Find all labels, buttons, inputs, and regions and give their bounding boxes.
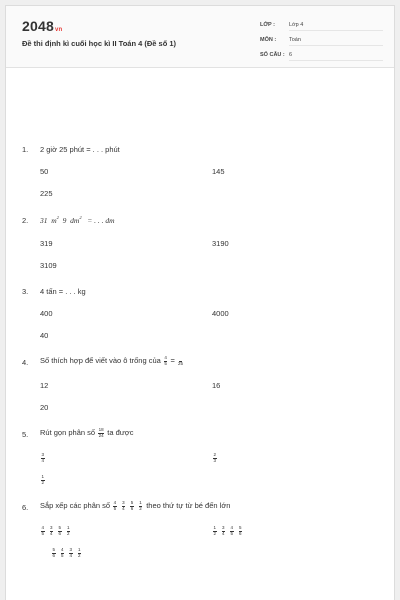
question-text: 2 giờ 25 phút = . . . phút bbox=[40, 145, 120, 154]
answer-option-b[interactable]: $\frac{2}{3}$ bbox=[213, 452, 217, 463]
logo-main: 2048 bbox=[22, 18, 54, 34]
class-value: Lớp 4 bbox=[289, 22, 383, 31]
class-label: LỚP : bbox=[260, 22, 275, 28]
answer-option-c[interactable]: 40 bbox=[40, 331, 49, 340]
question-number: 6. bbox=[22, 503, 29, 512]
answer-option-c[interactable]: 3109 bbox=[40, 261, 57, 270]
question-text: 4 tấn = . . . kg bbox=[40, 287, 86, 296]
answer-option-a[interactable]: 400 bbox=[40, 309, 53, 318]
logo-suffix: vn bbox=[54, 27, 63, 33]
site-logo[interactable] bbox=[22, 18, 62, 34]
question-text: Rút gọn phân số $\frac{18}{24}$ ta được bbox=[40, 427, 134, 438]
answer-option-c[interactable]: $\frac{5}{6}$ $\frac{4}{5}$ $\frac{3}{4}$ $\frac{1}{2}$ bbox=[52, 547, 81, 558]
question-text: Sắp xếp các phân số $\frac{4}{5}$ $\frac{3}{4}$ $\frac{5}{6}$ $\frac{1}{2}$ theo thứ tự từ bé đến lớn bbox=[40, 500, 231, 511]
question-number: 5. bbox=[22, 430, 29, 439]
fraction: $\frac{18}{24}$ bbox=[98, 427, 104, 438]
answer-option-c[interactable]: 225 bbox=[40, 189, 53, 198]
exam-header bbox=[6, 6, 394, 68]
fraction-rhs: 25 bbox=[178, 356, 183, 366]
answer-option-b[interactable]: 16 bbox=[212, 381, 221, 390]
answer-option-b[interactable]: 3190 bbox=[212, 239, 229, 248]
question-number: 3. bbox=[22, 287, 29, 296]
question-number: 2. bbox=[22, 216, 29, 225]
answer-option-a[interactable]: 12 bbox=[40, 381, 49, 390]
answer-option-a[interactable]: 50 bbox=[40, 167, 49, 176]
question-text: Số thích hợp để viết vào ô trống của $\frac{4}{5}$ = 25 bbox=[40, 355, 184, 366]
question-count-value: 6 bbox=[289, 52, 383, 61]
subject-label: MÔN : bbox=[260, 37, 277, 43]
answer-option-a[interactable]: $\frac{3}{4}$ bbox=[41, 452, 45, 463]
exam-title: Đề thi định kì cuối học kì II Toán 4 (Đề số 1) bbox=[22, 39, 177, 48]
answer-option-c[interactable]: $\frac{1}{2}$ bbox=[41, 474, 45, 485]
answer-option-c[interactable]: 20 bbox=[40, 403, 49, 412]
exam-sheet bbox=[5, 5, 395, 600]
question-number: 1. bbox=[22, 145, 29, 154]
answer-option-b[interactable]: $\frac{1}{2}$ $\frac{3}{4}$ $\frac{4}{5}$ $\frac{5}{6}$ bbox=[213, 525, 242, 536]
answer-option-b[interactable]: 4000 bbox=[212, 309, 229, 318]
answer-option-b[interactable]: 145 bbox=[212, 167, 225, 176]
question-count-label: SỐ CÂU : bbox=[260, 52, 285, 58]
fraction-lhs: $\frac{4}{5}$ bbox=[164, 355, 167, 366]
answer-option-a[interactable]: 319 bbox=[40, 239, 53, 248]
subject-value: Toán bbox=[289, 37, 383, 46]
question-text: 31 $m^2$ 9 $dm^2$ = . . . dm bbox=[40, 215, 115, 225]
answer-option-a[interactable]: $\frac{4}{5}$ $\frac{3}{4}$ $\frac{5}{6}$ $\frac{1}{2}$ bbox=[41, 525, 70, 536]
question-number: 4. bbox=[22, 358, 29, 367]
